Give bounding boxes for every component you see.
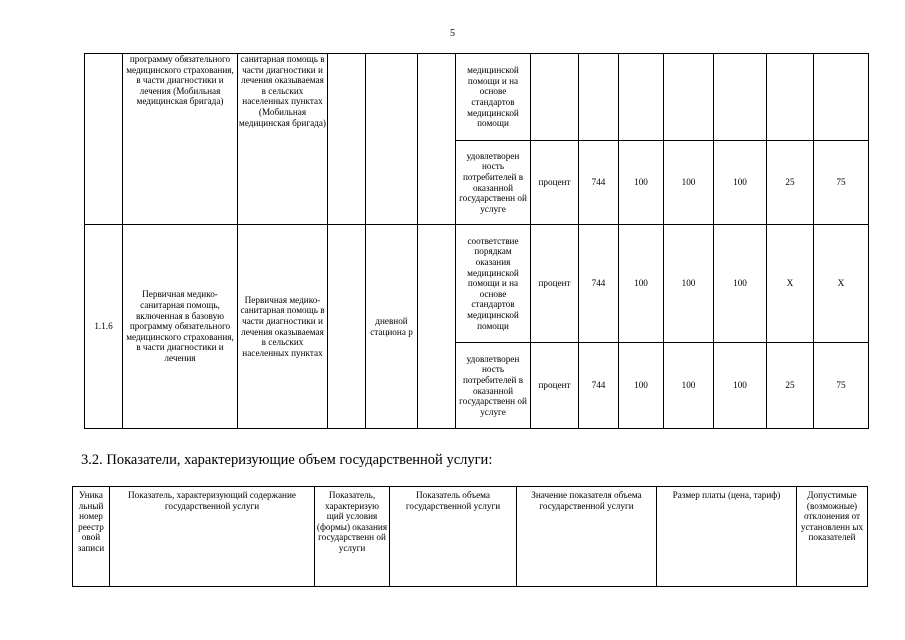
column-header-content-indicator: Показатель, характеризующий содержание государственной услуги	[110, 487, 315, 587]
column-header-condition-indicator: Показатель, характеризую щий условия (формы) оказания государственн ой услуги	[315, 487, 390, 587]
indicator-unit: процент	[531, 343, 579, 429]
indicator-value: 100	[619, 343, 664, 429]
indicator-value: 100	[664, 225, 714, 343]
indicator-value: 100	[714, 141, 767, 225]
section-heading: 3.2. Показатели, характеризующие объем государственной услуги:	[81, 452, 493, 468]
table-row	[85, 54, 869, 141]
page-number: 5	[450, 28, 455, 39]
volume-indicators-table	[72, 486, 868, 587]
column-header-volume-indicator: Показатель объема государственной услуги	[390, 487, 517, 587]
row-code	[85, 54, 123, 225]
indicator-deviation-absolute: Х	[814, 225, 869, 343]
indicator-value: 100	[664, 343, 714, 429]
indicator-value: 100	[714, 343, 767, 429]
content-extra-cell	[328, 54, 366, 225]
service-condition	[366, 54, 418, 225]
row-code: 1.1.6	[85, 225, 123, 429]
service-condition: дневной стациона р	[366, 225, 418, 429]
indicator-name: соответствие порядкам оказания медицинской помощи и на основе стандартов медицинской помощи	[456, 225, 531, 343]
indicator-okei: 744	[579, 225, 619, 343]
indicator-value: 100	[619, 141, 664, 225]
indicator-name: удовлетворен ность потребителей в оказанной государственн ой услуге	[456, 141, 531, 225]
quality-indicators-table	[84, 53, 869, 429]
indicator-deviation-percent: 25	[767, 343, 814, 429]
indicator-value: 100	[714, 225, 767, 343]
service-name: программу обязательного медицинского страхования, в части диагностики и лечения (Мобильная медицинская бригада)	[123, 54, 238, 225]
column-header-deviations: Допустимые (возможные) отклонения от установленн ых показателей	[797, 487, 868, 587]
indicator-name: медицинской помощи и на основе стандартов медицинской помощи	[456, 54, 531, 141]
indicator-unit: процент	[531, 141, 579, 225]
table-row	[85, 225, 869, 343]
column-header-fee: Размер платы (цена, тариф)	[657, 487, 797, 587]
content-extra-cell	[328, 225, 366, 429]
indicator-deviation-absolute: 75	[814, 343, 869, 429]
column-header-registry-number: Уника льный номер реестр овой записи	[73, 487, 110, 587]
column-header-volume-value: Значение показателя объема государственной услуги	[517, 487, 657, 587]
service-content: санитарная помощь в части диагностики и лечения оказываемая в сельских населенных пунктах (Мобильная медицинская бригада)	[238, 54, 328, 225]
condition-extra-cell	[418, 225, 456, 429]
indicator-unit: процент	[531, 225, 579, 343]
table-header-row	[73, 487, 868, 587]
indicator-okei: 744	[579, 141, 619, 225]
indicator-name: удовлетворен ность потребителей в оказанной государственн ой услуге	[456, 343, 531, 429]
condition-extra-cell	[418, 54, 456, 225]
indicator-deviation-percent: 25	[767, 141, 814, 225]
indicator-okei	[579, 54, 619, 141]
indicator-deviation-absolute	[814, 54, 869, 141]
indicator-okei: 744	[579, 343, 619, 429]
service-name: Первичная медико-санитарная помощь, включенная в базовую программу обязательного медицинского страхования, в части диагностики и лечения	[123, 225, 238, 429]
indicator-deviation-percent	[767, 54, 814, 141]
indicator-value	[714, 54, 767, 141]
service-content: Первичная медико-санитарная помощь в части диагностики и лечения оказываемая в сельских населенных пунктах	[238, 225, 328, 429]
indicator-deviation-percent: Х	[767, 225, 814, 343]
indicator-value: 100	[664, 141, 714, 225]
indicator-value: 100	[619, 225, 664, 343]
indicator-unit	[531, 54, 579, 141]
indicator-value	[619, 54, 664, 141]
indicator-value	[664, 54, 714, 141]
indicator-deviation-absolute: 75	[814, 141, 869, 225]
